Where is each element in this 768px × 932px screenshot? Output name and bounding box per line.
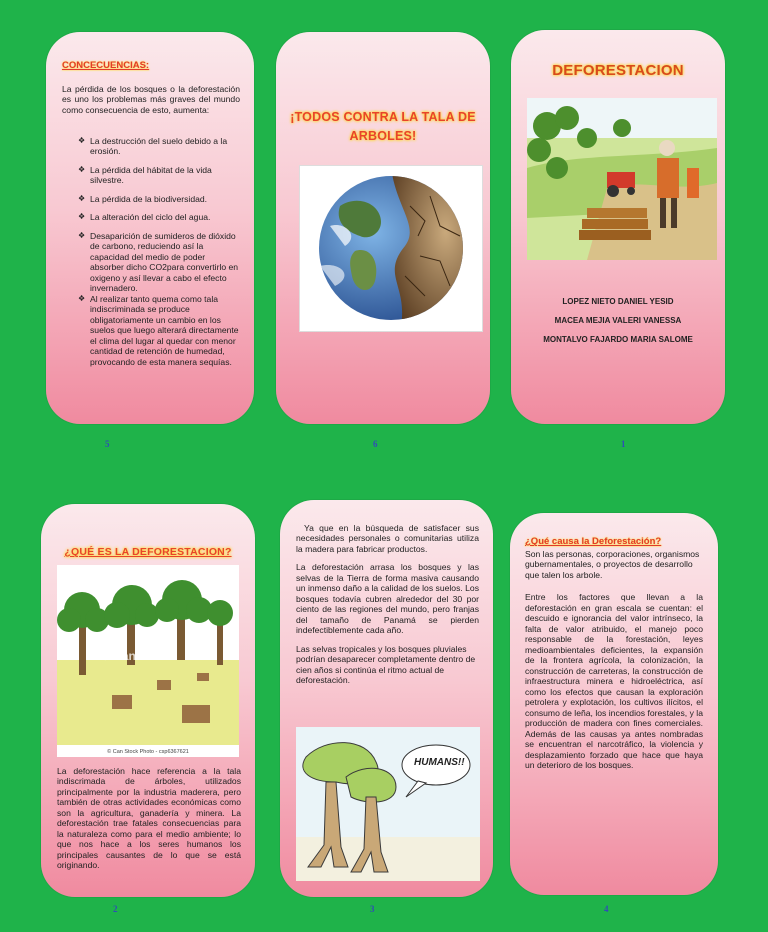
page-number-1: 1 <box>621 439 626 449</box>
author-name: MACEA MEJIA VALERI VANESSA <box>554 316 682 325</box>
angry-trees-cartoon <box>296 727 480 881</box>
diamond-bullet-icon: ❖ <box>78 293 86 303</box>
paragraph: Son las personas, corporaciones, organismos gubernamentales, o proyectos de desarrollo que talen los arbole. <box>525 549 700 580</box>
earth-image <box>299 165 483 332</box>
image-caption: © Can Stock Photo - csp6367621 <box>107 749 189 755</box>
page-number-3: 3 <box>370 904 375 914</box>
author-name: LOPEZ NIETO DANIEL YESID <box>562 297 674 306</box>
paragraph: La deforestación arrasa los bosques y las selvas de la Tierra de forma masiva causando un inmenso daño a la calidad de los suelos. Los bosques todavía cubren alrededor del 30 por ciento de las regiones del mundo, pero franjas del tamaño de Panamá se pierden indefectiblemente cada año. <box>296 562 479 636</box>
deforestacion-title: DEFORESTACION <box>552 62 684 79</box>
paragraph: Ya que en la búsqueda de satisfacer sus necesidades personales o comunitarias utiliza la madera para fabricar productos. <box>296 523 479 554</box>
consecuencias-list <box>62 136 240 375</box>
panel-consecuencias <box>46 32 254 424</box>
que-causa-text <box>525 549 703 779</box>
todos-contra-title: ¡TODOS CONTRA LA TALA DE ARBOLES! <box>290 110 476 143</box>
list-item: ❖ Al realizar tanto quema como tala indiscriminada se produce obligatoriamente un cambio en los suelos que luego alterará directamente el clima del lugar al quedar con menor cantidad de retención de humedad, provocando de esta manera sequías. <box>78 293 239 367</box>
list-item: ❖ La alteración del ciclo del agua. <box>78 212 211 223</box>
list-item: ❖ La pérdida del hábitat de la vida silvestre. <box>78 164 212 186</box>
que-es-title: ¿QUÉ ES LA DEFORESTACION? <box>64 546 232 558</box>
selvas-text <box>296 523 479 694</box>
list-item: ❖ Desaparición de sumideros de dióxido de carbono, reduciendo así la capacidad del medio de poder absorber dicho CO2para convertirlo en oxigeno y así llevar a cabo el efecto invernadero. <box>78 230 239 294</box>
paragraph: Las selvas tropicales y los bosques pluviales podrían desaparecer completamente dentro de cien años si continúa el ritmo actual de deforestación. <box>296 643 476 686</box>
panel-que-es <box>41 504 255 897</box>
panel-que-causa <box>510 513 718 895</box>
page-number-6: 6 <box>373 439 378 449</box>
consecuencias-intro: La pérdida de los bosques o la deforestación es uno los problemas más graves del mundo como consecuencia de esto, aumenta: <box>62 84 240 115</box>
list-item: ❖ La pérdida de la biodiversidad. <box>78 193 208 204</box>
consecuencias-heading: CONCECUENCIAS: <box>62 60 150 71</box>
speech-bubble-text: HUMANS!! <box>414 757 465 768</box>
diamond-bullet-icon: ❖ <box>78 230 86 240</box>
page-number-5: 5 <box>105 439 110 449</box>
diamond-bullet-icon: ❖ <box>78 193 86 203</box>
deforestation-farm-illustration <box>527 98 717 260</box>
panel-portada <box>511 30 725 424</box>
que-es-text: La deforestación hace referencia a la tala indiscrimada de árboles, utilizados principalmente por la industria maderera, pero también de otras actividades económicas como son la agricultura, ganadería y minera. La deforestación trae fatales consecuencias para la naturaleza como para el medio ambiente; lo que nos hace a los seres humanos los principales causantes de lo que se está originando. <box>57 766 241 871</box>
diamond-bullet-icon: ❖ <box>78 212 86 222</box>
author-name: MONTALVO FAJARDO MARIA SALOME <box>543 335 693 344</box>
panel-selvas <box>280 500 493 897</box>
que-causa-heading: ¿Qué causa la Deforestación? <box>525 536 662 547</box>
page-number-2: 2 <box>113 904 118 914</box>
panel-todos-contra <box>276 32 490 424</box>
authors-list <box>511 292 725 349</box>
diamond-bullet-icon: ❖ <box>78 136 86 145</box>
list-item: ❖ La destrucción del suelo debido a la erosión. <box>78 136 228 157</box>
cut-trees-illustration <box>57 565 239 757</box>
page-number-4: 4 <box>604 904 609 914</box>
canstock-watermark: © Can Stock <box>101 649 172 663</box>
paragraph: Entre los factores que llevan a la deforestación en gran escala se cuentan: el descuido e ignorancia del valor intrínseco, la falta de valor atribuido, el manejo poco responsable de la forestación, leyes medioambientales deficientes, la expansión de la frontera agrícola, la colonización, la construcción de carreteras, la construcción de infraestructura minera e hidroeléctrica, así como los efectos que causan la exploración petrolera y explotación, los cultivos ilícitos, el consumo de leña, los incendios forestales, y la producción de madera con fines comerciales. Además de las causas ya antes nombradas se encuentran el narcotráfico, la violencia y desplazamiento forzado que hace que haya un deterioro de los bosques. <box>525 592 703 771</box>
diamond-bullet-icon: ❖ <box>78 164 86 174</box>
